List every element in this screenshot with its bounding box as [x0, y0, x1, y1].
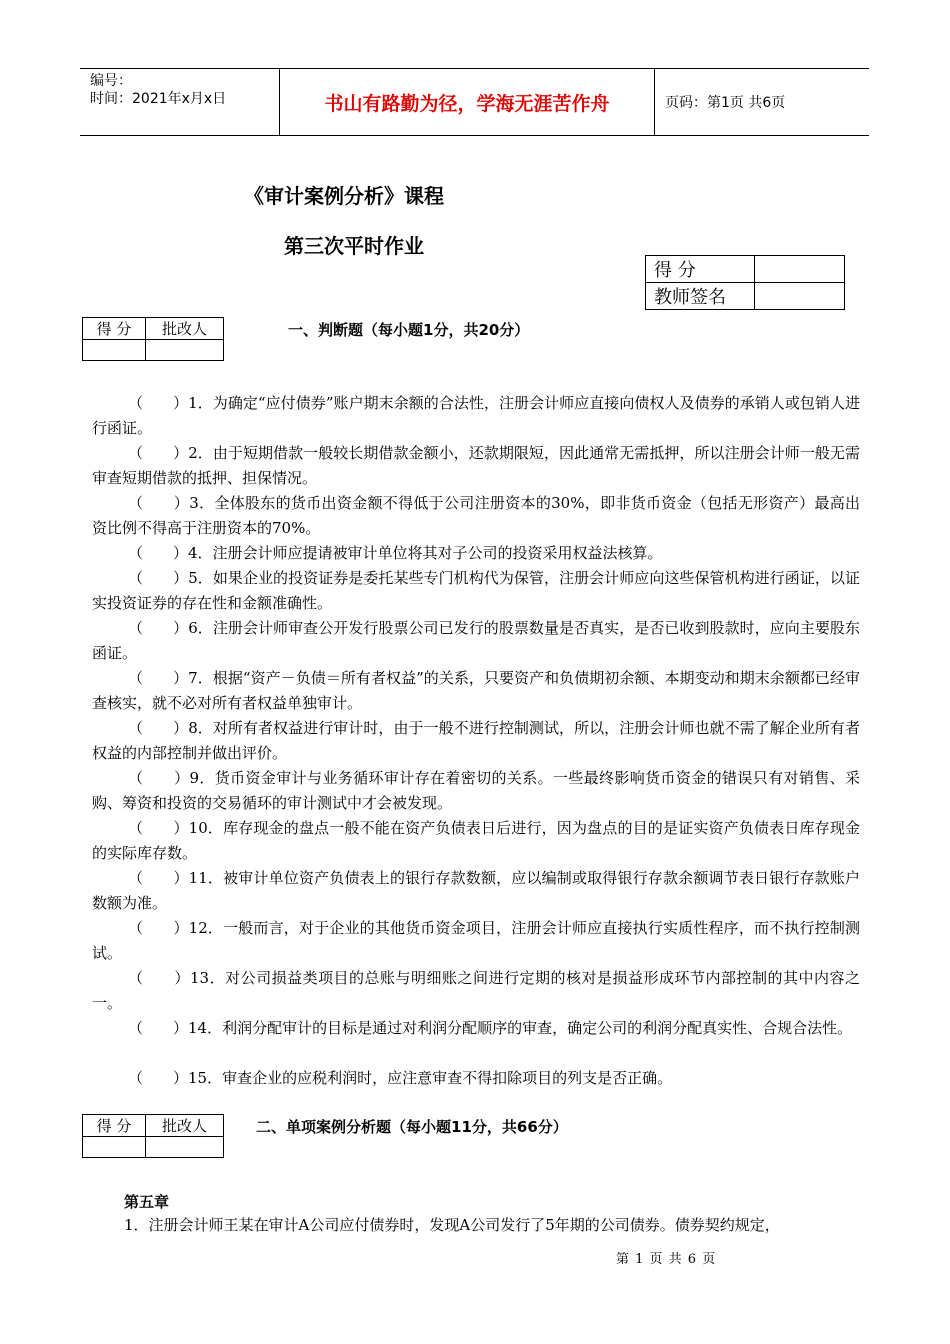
question-7: （ ）7．根据“资产－负债＝所有者权益”的关系，只要资产和负债期初余额、本期变动和期末余额都已经审查核实，就不必对所有者权益单独审计。	[92, 669, 860, 712]
grading-score-header: 得 分	[83, 1115, 146, 1137]
section2-heading: 二、单项案例分析题（每小题11分，共66分）	[256, 1118, 568, 1136]
question-4: （ ）4．注册会计师应提请被审计单位将其对子公司的投资采用权益法核算。	[128, 544, 663, 562]
question-3: （ ）3．全体股东的货币出资金额不得低于公司注册资本的30%，即非货币资金（包括无形资产）最高出资比例不得高于注册资本的70%。	[92, 494, 860, 537]
question-9: （ ）9．货币资金审计与业务循环审计存在着密切的关系。一些最终影响货币资金的错误只有对销售、采购、筹资和投资的交易循环的审计测试中才会被发现。	[92, 769, 860, 812]
grading-score-header: 得 分	[83, 318, 146, 340]
page-header	[80, 68, 869, 136]
question-12: （ ）12．一般而言，对于企业的其他货币资金项目，注册会计师应直接执行实质性程序，而不执行控制测试。	[92, 919, 860, 962]
question-6: （ ）6．注册会计师审查公开发行股票公司已发行的股票数量是否真实，是否已收到股款时，应向主要股东函证。	[92, 619, 860, 662]
question-1: （ ）1．为确定“应付债券”账户期末余额的合法性，注册会计师应直接向债权人及债券的承销人或包销人进行函证。	[92, 394, 860, 437]
question-14: （ ）14．利润分配审计的目标是通过对利润分配顺序的审查，确定公司的利润分配真实性、合规合法性。	[128, 1019, 853, 1037]
chapter-heading: 第五章	[124, 1193, 170, 1211]
number-label: 编号：	[90, 73, 132, 89]
question-2: （ ）2．由于短期借款一般较长期借款金额小，还款期限短，因此通常无需抵押，所以注册会计师一般无需审查短期借款的抵押、担保情况。	[92, 444, 860, 487]
question-13: （ ）13．对公司损益类项目的总账与明细账之间进行定期的核对是损益形成环节内部控制的其中内容之一。	[92, 969, 860, 1012]
question-5: （ ）5．如果企业的投资证券是委托某些专门机构代为保管，注册会计师应向这些保管机构进行函证，以证实投资证券的存在性和金额准确性。	[92, 569, 860, 612]
grading-marker-header: 批改人	[146, 318, 224, 340]
grading-marker-header: 批改人	[146, 1115, 224, 1137]
document-title: 《审计案例分析》课程	[244, 184, 444, 208]
score-label: 得 分	[646, 256, 755, 283]
header-page-info: 页码：第1页 共6页	[665, 95, 786, 111]
grading-score-cell[interactable]	[83, 340, 146, 361]
document-subtitle: 第三次平时作业	[284, 234, 424, 258]
question-15: （ ）15．审查企业的应税利润时，应注意审查不得扣除项目的列支是否正确。	[128, 1069, 673, 1087]
grading-box-1	[82, 317, 224, 361]
teacher-signature-label: 教师签名	[646, 283, 755, 310]
question-10: （ ）10．库存现金的盘点一般不能在资产负债表日后进行，因为盘点的目的是证实资产负债表日库存现金的实际库存数。	[92, 819, 860, 862]
grading-marker-cell[interactable]	[146, 1137, 224, 1158]
header-motto: 书山有路勤为径，学海无涯苦作舟	[280, 69, 655, 135]
question-8: （ ）8．对所有者权益进行审计时，由于一般不进行控制测试，所以，注册会计师也就不需了解企业所有者权益的内部控制并做出评价。	[92, 719, 860, 762]
grading-marker-cell[interactable]	[146, 340, 224, 361]
grading-score-cell[interactable]	[83, 1137, 146, 1158]
page-footer: 第 1 页 共 6 页	[616, 1252, 717, 1267]
score-field[interactable]	[755, 256, 845, 283]
case-1-first-line: 1．注册会计师王某在审计A公司应付债券时，发现A公司发行了5年期的公司债券。债券契约规定，	[124, 1216, 780, 1234]
date-label: 时间：2021年x月x日	[90, 91, 227, 107]
header-meta	[80, 69, 280, 135]
grading-box-2	[82, 1114, 224, 1158]
teacher-signature-field[interactable]	[755, 283, 845, 310]
section1-heading: 一、判断题（每小题1分，共20分）	[288, 321, 530, 339]
score-box	[645, 255, 845, 310]
question-11: （ ）11．被审计单位资产负债表上的银行存款数额，应以编制或取得银行存款余额调节表日银行存款账户数额为准。	[92, 869, 860, 912]
